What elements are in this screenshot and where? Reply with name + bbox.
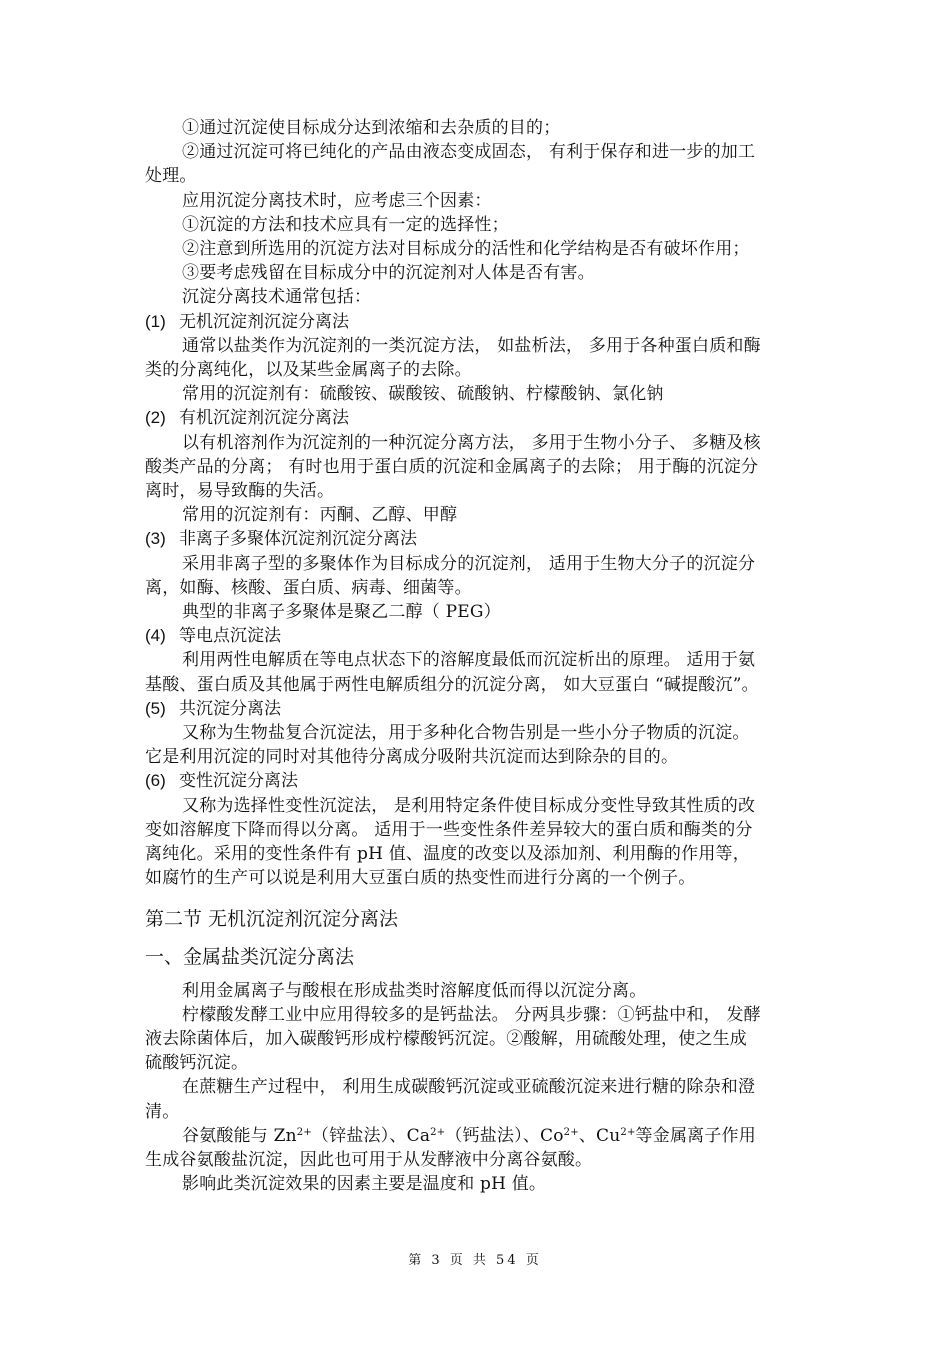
method-title: 等电点沉淀法 — [179, 626, 281, 647]
text-line: 通常以盐类作为沉淀剂的一类沉淀方法， 如盐析法， 多用于各种蛋白质和酶 — [182, 335, 761, 356]
text-line: 清。 — [145, 1101, 180, 1122]
closing-paragraphs — [145, 1148, 815, 1196]
text-line: 基酸、蛋白质及其他属于两性电解质组分的沉淀分离， 如大豆蛋白 “碱提酸沉”。 — [145, 674, 759, 695]
text-line: 离时，易导致酶的失活。 — [145, 481, 335, 502]
ion-text: 谷氨酸能与 Zn — [182, 1125, 297, 1146]
text-line: ③要考虑残留在目标成分中的沉淀剂对人体是否有害。 — [182, 263, 595, 284]
method-heading — [145, 527, 815, 551]
text-line: 应用沉淀分离技术时，应考虑三个因素： — [182, 190, 492, 211]
cu-charge: 2+ — [620, 1126, 636, 1138]
section-title: 第二节 无机沉淀剂沉淀分离法 — [145, 907, 399, 930]
method-number: (5) — [145, 698, 166, 718]
text-line: 以有机溶剂作为沉淀剂的一种沉淀分离方法， 多用于生物小分子、 多糖及核 — [182, 432, 761, 453]
ion-text: （钙盐法）、Co — [445, 1125, 564, 1146]
text-line: 影响此类沉淀效果的因素主要是温度和 pH 值。 — [182, 1174, 547, 1195]
text-line: 处理。 — [145, 166, 197, 187]
ion-text: 等金属离子作用 — [635, 1125, 756, 1146]
text-line: 变如溶解度下降而得以分离。 适用于一些变性条件差异较大的蛋白质和酶类的分 — [145, 819, 753, 840]
text-line: 又称为生物盐复合沉淀法，用于多种化合物告别是一些小分子物质的沉淀。 — [182, 723, 750, 744]
text-line: 硫酸钙沉淀。 — [145, 1053, 249, 1074]
co-charge: 2+ — [563, 1126, 579, 1138]
text-line: 离，如酶、核酸、蛋白质、病毒、细菌等。 — [145, 577, 472, 598]
method-title: 共沉淀分离法 — [179, 698, 281, 719]
text-line: 柠檬酸发酵工业中应用得较多的是钙盐法。 分两具步骤：①钙盐中和， 发酵 — [182, 1004, 761, 1025]
text-line: 常用的沉淀剂有：丙酮、乙醇、甲醇 — [182, 505, 458, 526]
method-number: (2) — [145, 408, 166, 428]
method-number: (1) — [145, 311, 166, 331]
ion-text: 、Cu — [578, 1125, 621, 1146]
text-line: 利用金属离子与酸根在形成盐类时溶解度低而得以沉淀分离。 — [182, 980, 647, 1001]
method-number: (6) — [145, 771, 166, 791]
page-footer: 第 3 页 共 54 页 — [408, 1253, 542, 1268]
ca-charge: 2+ — [430, 1126, 446, 1138]
method-list — [145, 310, 815, 891]
method-title: 非离子多聚体沉淀剂沉淀分离法 — [179, 529, 417, 550]
text-line: 类的分离纯化，以及某些金属离子的去除。 — [145, 360, 472, 381]
text-line: 液去除菌体后，加入碳酸钙形成柠檬酸钙沉淀。②酸解，用硫酸处理，使之生成 — [145, 1028, 747, 1049]
subsection-title: 一、金属盐类沉淀分离法 — [145, 945, 355, 968]
method-heading — [145, 697, 815, 721]
text-line: 它是利用沉淀的同时对其他待分离成分吸附共沉淀而达到除杂的目的。 — [145, 747, 679, 768]
text-line: 生成谷氨酸盐沉淀，因此也可用于从发酵液中分离谷氨酸。 — [145, 1149, 593, 1170]
method-title: 无机沉淀剂沉淀分离法 — [179, 311, 349, 332]
method-heading — [145, 769, 815, 793]
text-line: 典型的非离子多聚体是聚乙二醇（ PEG） — [182, 602, 501, 623]
text-line: 又称为选择性变性沉淀法， 是利用特定条件使目标成分变性导致其性质的改 — [182, 795, 756, 816]
intro-paragraphs — [145, 116, 815, 310]
text-line: ②通过沉淀可将已纯化的产品由液态变成固态， 有利于保存和进一步的加工 — [182, 142, 756, 163]
text-line: ②注意到所选用的沉淀方法对目标成分的活性和化学结构是否有破坏作用； — [182, 239, 750, 260]
text-line: ①通过沉淀使目标成分达到浓缩和去杂质的目的； — [182, 118, 561, 138]
zn-charge: 2+ — [296, 1126, 312, 1138]
ion-line — [145, 1124, 815, 1148]
method-heading — [145, 310, 815, 334]
text-line: ①沉淀的方法和技术应具有一定的选择性； — [182, 214, 509, 235]
text-line: 采用非离子型的多聚体作为目标成分的沉淀剂， 适用于生物大分子的沉淀分 — [182, 553, 756, 574]
method-heading — [145, 624, 815, 648]
page-content — [145, 116, 815, 1196]
ion-text: （锌盐法）、Ca — [311, 1125, 431, 1146]
text-line: 在蔗糖生产过程中， 利用生成碳酸钙沉淀或亚硫酸沉淀来进行糖的除杂和澄 — [182, 1077, 756, 1098]
method-title: 变性沉淀分离法 — [179, 771, 298, 792]
body-paragraphs — [145, 979, 815, 1124]
method-number: (3) — [145, 529, 166, 549]
text-line: 如腐竹的生产可以说是利用大豆蛋白质的热变性而进行分离的一个例子。 — [145, 868, 696, 889]
text-line: 利用两性电解质在等电点状态下的溶解度最低而沉淀析出的原理。 适用于氨 — [182, 650, 756, 671]
text-line: 沉淀分离技术通常包括： — [182, 287, 372, 308]
text-line: 离纯化。采用的变性条件有 pH 值、温度的改变以及添加剂、利用酶的作用等， — [145, 844, 750, 865]
text-line: 酸类产品的分离； 有时也用于蛋白质的沉淀和金属离子的去除； 用于酶的沉淀分 — [145, 456, 759, 477]
method-number: (4) — [145, 626, 166, 646]
method-heading — [145, 406, 815, 430]
text-line: 常用的沉淀剂有：硫酸铵、碳酸铵、硫酸钠、柠檬酸钠、氯化钠 — [182, 384, 664, 405]
method-title: 有机沉淀剂沉淀分离法 — [179, 408, 349, 429]
